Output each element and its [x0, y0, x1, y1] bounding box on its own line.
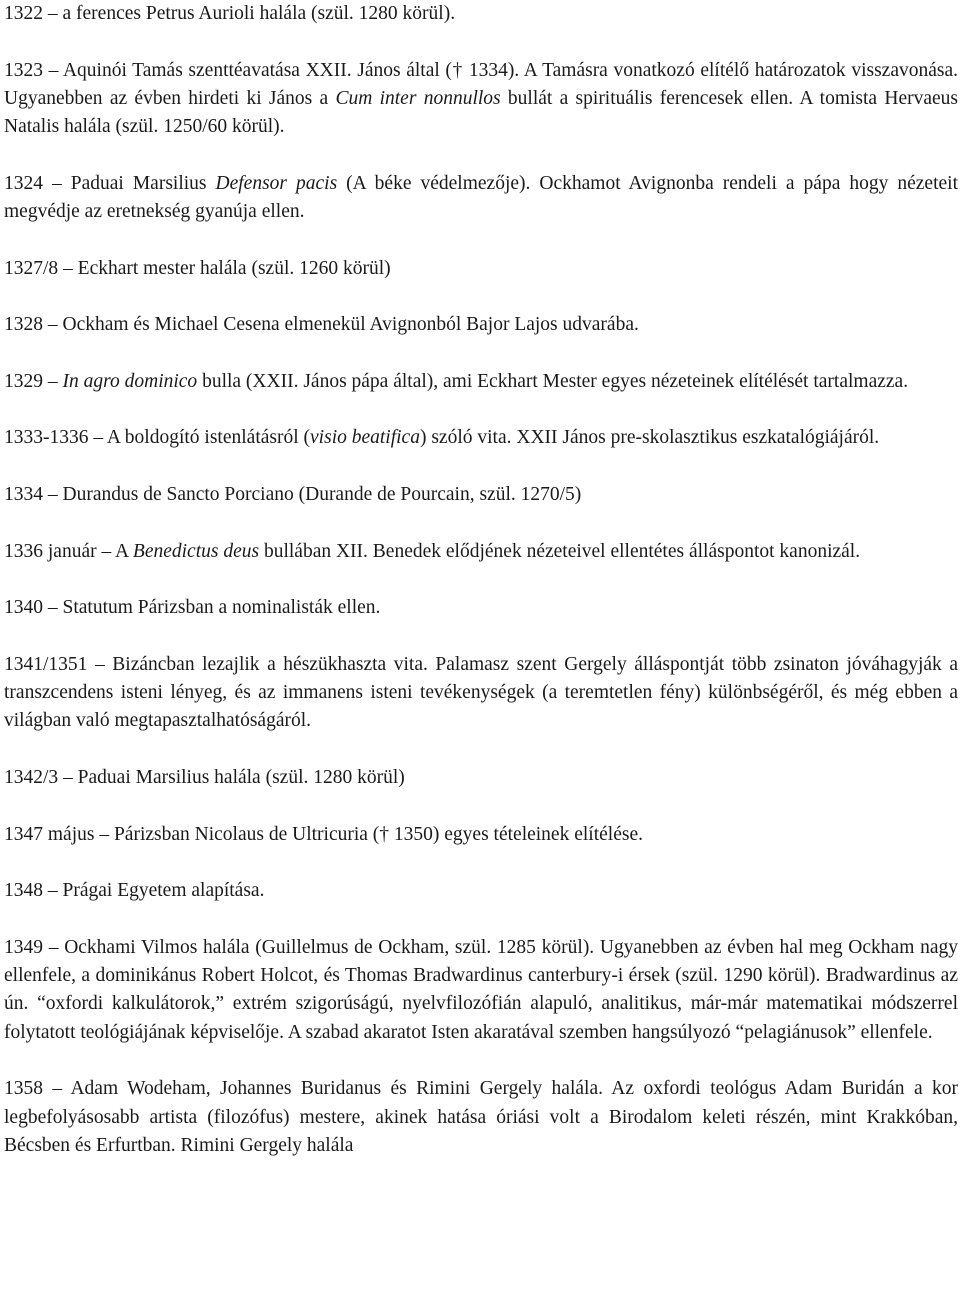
- chronology-entry-1347: [4, 821, 958, 849]
- chronology-entry-1324: [4, 170, 958, 227]
- chronology-entry-1329: [4, 368, 958, 396]
- entry-text: 1324 – Paduai Marsilius: [4, 172, 216, 194]
- entry-text: 1322 – a ferences Petrus Aurioli halála (szül. 1280 körül).: [4, 3, 456, 24]
- entry-text: ) szóló vita. XXII János pre-skolasztikus eszkatalógiájáról.: [419, 427, 880, 449]
- entry-text: bulla (XXII. János pápa által), ami Eckhart Mester egyes nézeteinek elítélését tartalmazza.: [197, 370, 909, 392]
- entry-text: 1327/8 – Eckhart mester halála (szül. 1260 körül): [4, 257, 391, 279]
- entry-text: 1334 – Durandus de Sancto Porciano (Durande de Pourcain, szül. 1270/5): [4, 484, 582, 506]
- chronology-entry-1327: [4, 255, 958, 283]
- chronology-entry-1342: [4, 764, 958, 792]
- italic-title-text: Benedictus deus: [132, 540, 260, 562]
- entry-text: 1341/1351 – Bizáncban lezajlik a hészükhaszta vita. Palamasz szent Gergely álláspontját több zsinaton jóváhagyják a transzcendens isteni lényeg, és az immanens isteni tevékenységek (a teremtetlen fény) különbségéről, és még ebben a világban való megtapasztalhatóságáról.: [4, 653, 958, 732]
- chronology-entry-1323: [4, 57, 958, 142]
- entry-text: 1342/3 – Paduai Marsilius halála (szül. 1280 körül): [4, 767, 405, 789]
- chronology-entry-1328: [4, 311, 958, 339]
- entry-text: 1358 – Adam Wodeham, Johannes Buridanus és Rimini Gergely halála. Az oxfordi teológus Adam Buridán a kor legbefolyásosabb artista (filozófus) mestere, akinek hatása óriási volt a Birodalom keleti részén, mint Krakkóban, Bécsben és Erfurtban. Rimini Gergely halála: [4, 1078, 958, 1156]
- italic-title-text: In agro dominico: [62, 370, 198, 392]
- chronology-entry-1322: [4, 0, 958, 28]
- chronology-entry-1358: [4, 1075, 958, 1160]
- entry-text: bullában XII. Benedek elődjének nézeteivel ellentétes álláspontot kanonizál.: [259, 540, 861, 562]
- chronology-entry-1348: [4, 877, 958, 905]
- chronology-entry-1340: [4, 594, 958, 622]
- chronology-entry-1341: [4, 651, 958, 736]
- entry-text: 1340 – Statutum Párizsban a nominalisták ellen.: [4, 597, 381, 619]
- entry-text: (A béke védelmezője). Ockhamot Avignonba rendeli a pápa hogy nézeteit megvédje az eretnekség gyanúja ellen.: [4, 172, 958, 223]
- entry-text: 1347 május – Párizsban Nicolaus de Ultricuria († 1350) egyes tételeinek elítélése.: [4, 823, 643, 845]
- italic-title-text: Defensor pacis: [215, 172, 338, 194]
- entry-text: 1336 január – A: [4, 540, 133, 562]
- chronology-entry-1336: [4, 538, 958, 566]
- chronology-entry-1334: [4, 481, 958, 509]
- entry-text: 1333-1336 – A boldogító istenlátásról (: [4, 427, 311, 449]
- italic-title-text: visio beatifica: [310, 427, 420, 449]
- chronology-entry-1349: [4, 934, 958, 1047]
- entry-text: 1329 –: [4, 370, 63, 392]
- entry-text: 1323 – Aquinói Tamás szenttéavatása XXII. János által († 1334). A Tamásra vonatkozó elítélő határozatok visszavonása. Ugyanebben az évben hirdeti ki János a: [4, 59, 958, 109]
- entry-text: 1328 – Ockham és Michael Cesena elmenekül Avignonból Bajor Lajos udvarába.: [4, 314, 639, 336]
- entry-text: bullát a spirituális ferencesek ellen. A tomista Hervaeus Natalis halála (szül. 1250/60 körül).: [4, 87, 958, 138]
- italic-title-text: Cum inter nonnullos: [335, 87, 501, 109]
- chronology-entry-1333: [4, 424, 958, 452]
- entry-text: 1349 – Ockhami Vilmos halála (Guillelmus de Ockham, szül. 1285 körül). Ugyanebben az évben hal meg Ockham nagy ellenfele, a dominikánus Robert Holcot, és Thomas Bradwardinus canterbury-i érsek (szül. 1290 körül). Bradwardinus az ún. “oxfordi kalkulátorok,” extrém szigorúságú, nyelvfilozófián alapuló, analitikus, már-már matematikai módszerrel folytatott teológiájának képviselője. A szabad akaratot Isten akaratával szemben hangsúlyozó “pelagiánusok” ellenfele.: [4, 936, 958, 1043]
- document-page: [4, 0, 958, 1188]
- entry-text: 1348 – Prágai Egyetem alapítása.: [4, 880, 265, 902]
